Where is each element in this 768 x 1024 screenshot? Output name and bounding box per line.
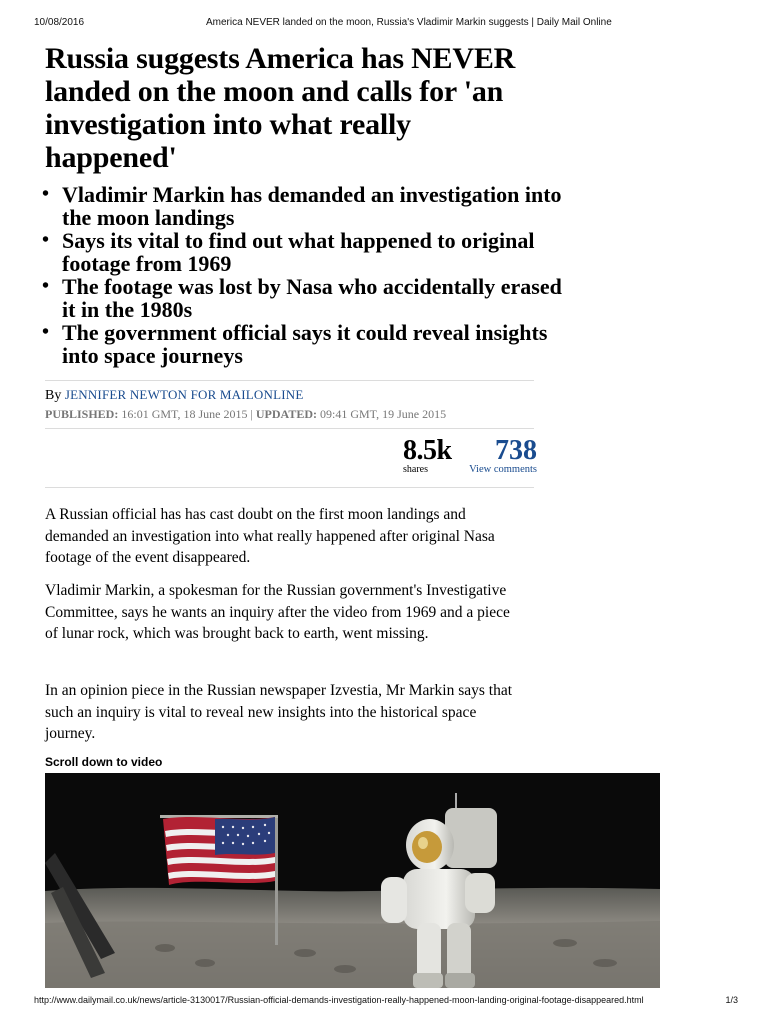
summary-bullet-text: Says its vital to find out what happened to original footage from 1969 (62, 228, 535, 276)
scroll-down-label: Scroll down to video (45, 755, 163, 769)
article-paragraph: In an opinion piece in the Russian newspaper Izvestia, Mr Markin says that such an inquiry is vital to reveal new insights into the historical space journey. (45, 682, 513, 742)
summary-bullet (42, 321, 562, 367)
print-page-title: America NEVER landed on the moon, Russia's Vladimir Markin suggests | Daily Mail Online (206, 17, 612, 28)
bullet-dot-icon: • (42, 275, 50, 297)
comments-number: 738 (495, 435, 537, 466)
article-paragraph: A Russian official has has cast doubt on the first moon landings and demanded an investigation into what really happened after original Nasa footage of the event disappeared. (45, 506, 495, 566)
updated-label: UPDATED: (255, 407, 317, 421)
summary-bullet (42, 275, 562, 321)
summary-bullet-text: Vladimir Markin has demanded an investigation into the moon landings (62, 182, 562, 230)
divider (45, 380, 534, 381)
summary-bullet (42, 183, 562, 229)
print-page-number: 1/3 (725, 995, 738, 1005)
print-date: 10/08/2016 (34, 17, 85, 28)
shares-number: 8.5k (403, 435, 452, 466)
comments-count[interactable] (462, 436, 537, 475)
updated-value: 09:41 GMT, 19 June 2015 (319, 407, 447, 421)
article-dates (45, 407, 446, 422)
summary-bullet-text: The government official says it could reveal insights into space journeys (62, 320, 548, 368)
moon-landing-illustration (45, 773, 660, 988)
bullet-dot-icon: • (42, 229, 50, 251)
print-page-url: http://www.dailymail.co.uk/news/article-3130017/Russian-official-demands-investigation-really-happened-moon-landing-original-footage-disappeared.html (34, 995, 644, 1005)
byline-prefix: By (45, 388, 62, 403)
dates-separator: | (250, 407, 256, 421)
author-link[interactable]: JENNIFER NEWTON FOR MAILONLINE (64, 387, 304, 402)
view-comments-link[interactable]: View comments (469, 464, 537, 475)
byline (45, 387, 304, 404)
article-summary-bullets (42, 183, 562, 367)
summary-bullet-text: The footage was lost by Nasa who accidentally erased it in the 1980s (62, 274, 562, 322)
article-paragraph: Vladimir Markin, a spokesman for the Russian government's Investigative Committee, says he wants an inquiry after the video from 1969 and a piece of lunar rock, which was brought back to earth, went missing. (45, 582, 510, 642)
divider (45, 487, 534, 488)
share-count[interactable] (403, 436, 452, 475)
summary-bullet (42, 229, 562, 275)
divider (45, 428, 534, 429)
us-flag-icon (163, 817, 275, 885)
published-label: PUBLISHED: (45, 407, 119, 421)
moon-landing-photo (45, 773, 660, 988)
published-value: 16:01 GMT, 18 June 2015 (121, 407, 248, 421)
bullet-dot-icon: • (42, 183, 50, 205)
shares-label: shares (403, 464, 428, 475)
bullet-dot-icon: • (42, 321, 50, 343)
article-headline: Russia suggests America has NEVER landed on the moon and calls for 'an investigation into what really happened' (45, 42, 516, 174)
